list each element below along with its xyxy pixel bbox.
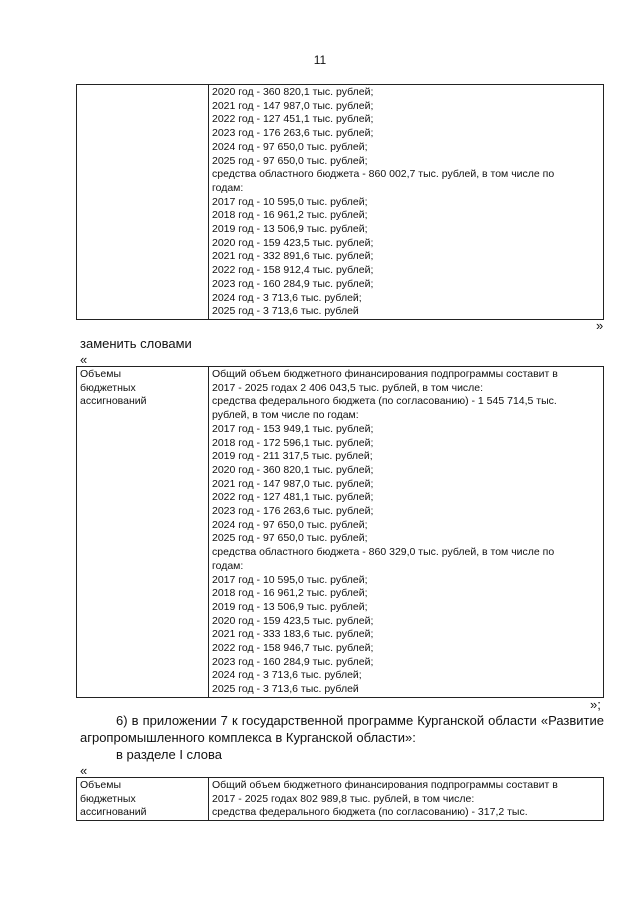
text-line: 2023 год - 160 284,9 тыс. рублей; <box>212 277 374 290</box>
table-value-cell <box>209 367 604 698</box>
table-label-cell <box>77 367 209 698</box>
replace-with-text: заменить словами <box>80 336 192 351</box>
open-quote: « <box>80 763 88 778</box>
text-line: годам: <box>212 559 244 572</box>
text-line: 2018 год - 16 961,2 тыс. рублей; <box>212 587 368 600</box>
text-line: 2025 год - 97 650,0 тыс. рублей; <box>212 532 368 545</box>
text-line: 2024 год - 97 650,0 тыс. рублей; <box>212 140 368 153</box>
text-line: средства федерального бюджета (по согласованию) - 317,2 тыс. <box>212 806 528 819</box>
text-line: 2017 год - 10 595,0 тыс. рублей; <box>212 195 368 208</box>
text-line: 2021 год - 332 891,6 тыс. рублей; <box>212 250 374 263</box>
text-line: 2019 год - 13 506,9 тыс. рублей; <box>212 223 368 236</box>
text-line: 2024 год - 3 713,6 тыс. рублей; <box>212 669 362 682</box>
text-line: ассигнований <box>80 806 147 819</box>
text-line: 2022 год - 158 912,4 тыс. рублей; <box>212 264 374 277</box>
text-line: 2017 год - 153 949,1 тыс. рублей; <box>212 422 374 435</box>
text-line: бюджетных <box>80 792 136 805</box>
paragraph-item-6: 6) в приложении 7 к государственной программе Курганской области «Развитие агропромышленного комплекса в Курганской области»: <box>80 713 604 745</box>
text-line: Объемы <box>80 368 122 380</box>
text-line: средства областного бюджета - 860 002,7 тыс. рублей, в том числе по <box>212 168 555 181</box>
text-line: 2024 год - 97 650,0 тыс. рублей; <box>212 518 368 531</box>
text-line: 2025 год - 3 713,6 тыс. рублей <box>212 305 359 318</box>
table-label-cell <box>77 85 209 320</box>
text-line: ассигнований <box>80 395 147 408</box>
in-section-text: в разделе I слова <box>116 747 222 762</box>
table-continuation <box>76 84 604 320</box>
table-label-cell <box>77 778 209 821</box>
text-line: 2025 год - 97 650,0 тыс. рублей; <box>212 154 368 167</box>
text-line: 2025 год - 3 713,6 тыс. рублей <box>212 683 359 696</box>
text-line: 2019 год - 211 317,5 тыс. рублей; <box>212 450 373 463</box>
close-quote: » <box>596 318 604 333</box>
table-value-cell <box>209 85 604 320</box>
text-line: 2017 - 2025 годах 2 406 043,5 тыс. рублей, в том числе: <box>212 381 484 394</box>
text-line: 2018 год - 172 596,1 тыс. рублей; <box>212 436 374 449</box>
text-line: 2023 год - 176 263,6 тыс. рублей; <box>212 127 374 140</box>
table-section-one <box>76 777 604 821</box>
text-line: 2021 год - 147 987,0 тыс. рублей; <box>212 99 374 112</box>
page-number: 11 <box>313 53 327 67</box>
text-line: 2023 год - 160 284,9 тыс. рублей; <box>212 655 374 668</box>
text-line: бюджетных <box>80 381 136 394</box>
text-line: 2017 год - 10 595,0 тыс. рублей; <box>212 573 368 586</box>
text-line: 2020 год - 360 820,1 тыс. рублей; <box>212 463 374 476</box>
open-quote: « <box>80 352 88 367</box>
table-replacement <box>76 366 604 698</box>
text-line: Общий объем бюджетного финансирования подпрограммы составит в <box>212 779 558 791</box>
text-line: Объемы <box>80 779 122 791</box>
text-line: 2022 год - 127 451,1 тыс. рублей; <box>212 113 374 126</box>
text-line: 2020 год - 360 820,1 тыс. рублей; <box>212 86 374 98</box>
text-line: 2022 год - 158 946,7 тыс. рублей; <box>212 642 374 655</box>
text-line: Общий объем бюджетного финансирования подпрограммы составит в <box>212 368 558 380</box>
text-line: 2024 год - 3 713,6 тыс. рублей; <box>212 291 362 304</box>
text-line: 2020 год - 159 423,5 тыс. рублей; <box>212 236 374 249</box>
text-line: 2018 год - 16 961,2 тыс. рублей; <box>212 209 368 222</box>
text-line: рублей, в том числе по годам: <box>212 409 359 422</box>
text-line: 2019 год - 13 506,9 тыс. рублей; <box>212 600 368 613</box>
text-line: 2021 год - 333 183,6 тыс. рублей; <box>212 628 374 641</box>
text-line: 2021 год - 147 987,0 тыс. рублей; <box>212 477 374 490</box>
text-line: 2017 - 2025 годах 802 989,8 тыс. рублей, в том числе: <box>212 792 475 805</box>
text-line: 2020 год - 159 423,5 тыс. рублей; <box>212 614 374 627</box>
text-line: средства областного бюджета - 860 329,0 тыс. рублей, в том числе по <box>212 546 555 559</box>
text-line: 2022 год - 127 481,1 тыс. рублей; <box>212 491 374 504</box>
text-line: 2023 год - 176 263,6 тыс. рублей; <box>212 505 374 518</box>
text-line: средства федерального бюджета (по согласованию) - 1 545 714,5 тыс. <box>212 395 557 408</box>
table-value-cell <box>209 778 604 821</box>
text-line: годам: <box>212 181 244 194</box>
close-quote: »; <box>590 697 601 712</box>
